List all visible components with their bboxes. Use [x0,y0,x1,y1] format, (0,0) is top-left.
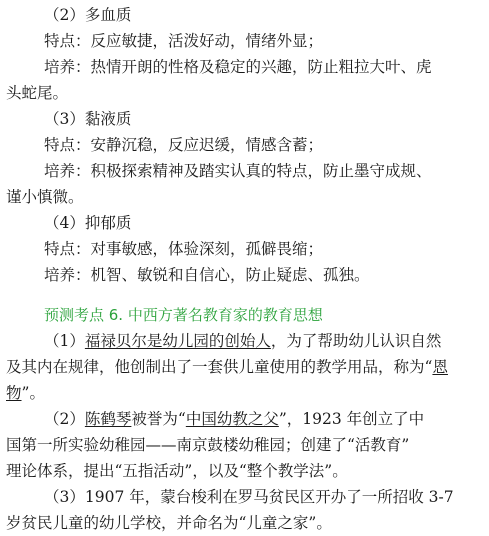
melancholic-trait: 特点：对事敏感，体验深刻，孤僻畏缩； [44,240,324,258]
p2-number: （2） [44,410,85,428]
p1-line1-rest: ，为了帮助幼儿认识自然 [270,332,442,350]
p1-wu-underlined: 物 [6,384,22,402]
p1-froebel-underlined: 福禄贝尔是幼儿园的创始人 [84,332,271,350]
p2-line1 [44,406,481,432]
sanguine-title: （2）多血质 [44,6,132,24]
p1-line2 [6,354,481,380]
phlegmatic-training-line1: 培养：积极探索精神及踏实认真的特点，防止墨守成规、 [44,162,432,180]
p2-line1-rest: ”，1923 年创立了中 [278,410,425,428]
p1-line3 [6,380,481,406]
melancholic-title: （4）抑郁质 [44,214,132,232]
p3-line1: （3）1907 年，蒙台梭利在罗马贫民区开办了一所招收 3-7 [44,488,454,506]
p3-line2: 岁贫民儿童的幼儿学校，并命名为“儿童之家”。 [6,514,332,532]
phlegmatic-trait: 特点：安静沉稳，反应迟缓，情感含蓄； [44,136,324,154]
p2-mid: 被誉为“ [131,410,186,428]
p1-line2-text: 及其内在规律，他创制出了一套供儿童使用的教学用品，称为“ [6,358,433,376]
phlegmatic-training-line2: 谨小慎微。 [6,188,84,206]
sanguine-trait: 特点：反应敏捷，活泼好动，情绪外显； [44,32,324,50]
phlegmatic-title: （3）黏液质 [44,110,132,128]
sanguine-training-line2: 头蛇尾。 [6,84,69,102]
p1-number: （1） [44,332,85,350]
section-heading: 预测考点 6. 中西方著名教育家的教育思想 [44,306,323,324]
p1-en-underlined: 恩 [432,358,448,376]
p2-father-underlined: 中国幼教之父 [185,410,279,428]
p2-line2: 国第一所实验幼稚园——南京鼓楼幼稚园；创建了“活教育” [6,436,410,454]
melancholic-training: 培养：机智、敏锐和自信心，防止疑虑、孤独。 [44,266,370,284]
p1-line1 [44,328,481,354]
p1-line3-text: ”。 [21,384,45,402]
sanguine-training-line1: 培养：热情开朗的性格及稳定的兴趣，防止粗拉大叶、虎 [44,58,432,76]
p2-chen-underlined: 陈鹤琴 [84,410,132,428]
p2-line3: 理论体系，提出“五指活动”，以及“整个教学法”。 [6,462,348,480]
